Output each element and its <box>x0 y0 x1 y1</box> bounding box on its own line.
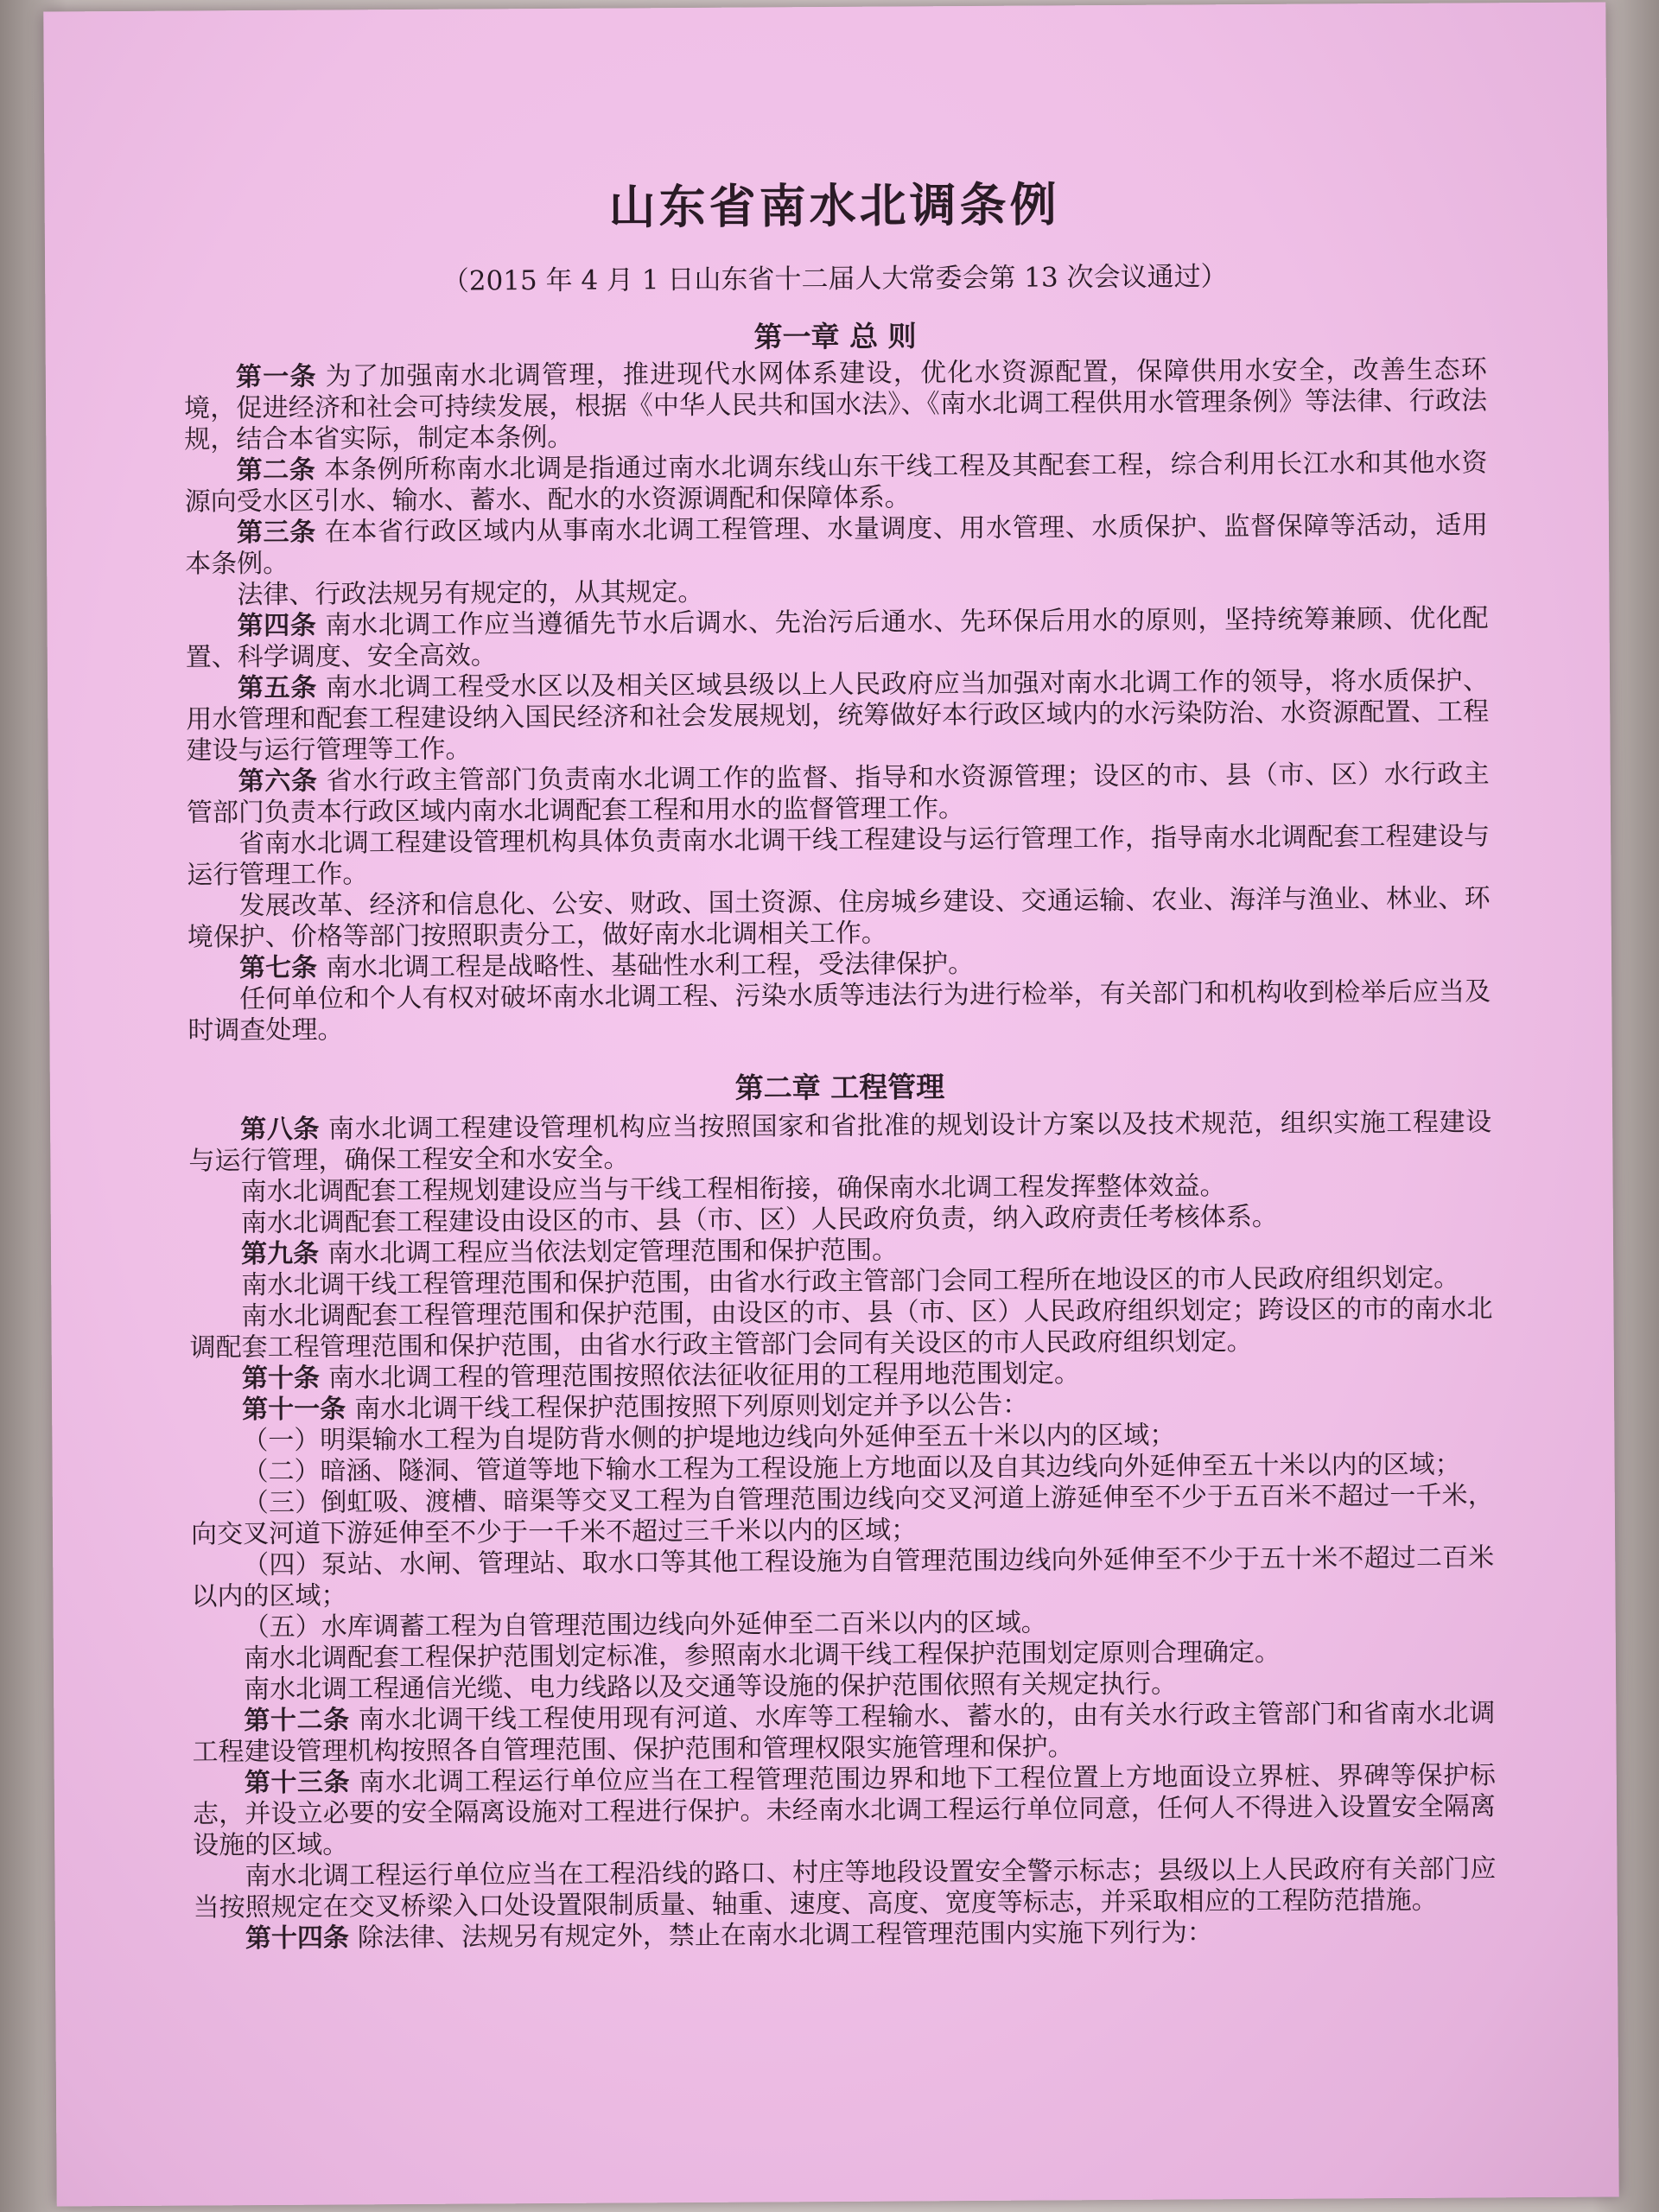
article-text: 南水北调工程应当依法划定管理范围和保护范围。 <box>327 1235 899 1269</box>
article-text: （四）泵站、水闸、管理站、取水口等其他工程设施为自管理范围边线向外延伸至不少于五十米不超过二百米以内的区域； <box>191 1542 1495 1612</box>
article-paragraph <box>184 448 1487 518</box>
article-text: 南水北调工程通信光缆、电力线路以及交通等设施的保护范围依照有关规定执行。 <box>244 1669 1178 1706</box>
article-text: 法律、行政法规另有规定的，从其规定。 <box>237 576 704 611</box>
article-text: 南水北调工程运行单位应当在工程沿线的路口、村庄等地段设置安全警示标志；县级以上人民政府有关部门应当按照规定在交叉桥梁入口处设置限制质量、轴重、速度、高度、宽度等标志，并采取相应的工程防范措施。 <box>193 1853 1497 1923</box>
article-paragraph <box>186 603 1489 673</box>
article-text: 在本省行政区域内从事南水北调工程管理、水量调度、用水管理、水质保护、监督保障等活动，适用本条例。 <box>185 510 1489 580</box>
article-number: 第六条 <box>238 766 318 798</box>
article-paragraph <box>188 1107 1491 1177</box>
article-text: 为了加强南水北调管理，推进现代水网体系建设，优化水资源配置，保障供用水安全，改善生态环境，促进经济和社会可持续发展，根据《中华人民共和国水法》、《南水北调工程供用水管理条例》等法律、行政法规，结合本省实际，制定本条例。 <box>183 354 1488 455</box>
article-number: 第九条 <box>240 1238 320 1270</box>
article-number: 第四条 <box>237 610 317 642</box>
article-text: （五）水库调蓄工程为自管理范围边线向外延伸至二百米以内的区域。 <box>243 1607 1047 1643</box>
article-text: 除法律、法规另有规定外，禁止在南水北调工程管理范围内实施下列行为： <box>357 1917 1213 1954</box>
article-paragraph <box>187 883 1490 953</box>
article-text: 省南水北调工程建设管理机构具体负责南水北调干线工程建设与运行管理工作，指导南水北调配套工程建设与运行管理工作。 <box>187 821 1491 891</box>
article-number: 第十四条 <box>245 1923 349 1955</box>
article-text: 南水北调工程受水区以及相关区域县级以上人民政府应当加强对南水北调工作的领导，将水质保护、用水管理和配套工程建设纳入国民经济和社会发展规划，统筹做好本行政区域内的水污染防治、水资源配置、工程建设与运行管理等工作。 <box>186 665 1490 766</box>
document-sheet <box>43 3 1618 2207</box>
list-item <box>191 1542 1494 1612</box>
article-text: 发展改革、经济和信息化、公安、财政、国土资源、住房城乡建设、交通运输、农业、海洋与渔业、林业、环境保护、价格等部门按照职责分工，做好南水北调相关工作。 <box>187 883 1491 953</box>
article-text: 南水北调配套工程规划建设应当与干线工程相衔接，确保南水北调工程发挥整体效益。 <box>240 1171 1226 1208</box>
article-paragraph <box>185 510 1488 580</box>
chapter-two-body <box>188 1107 1497 1955</box>
article-paragraph <box>186 665 1490 766</box>
article-paragraph <box>188 976 1491 1046</box>
article-text: （二）暗涵、隧洞、管道等地下输水工程为工程设施上方地面以及自其边线向外延伸至五十米以内的区域； <box>242 1449 1461 1488</box>
article-number: 第八条 <box>240 1114 321 1146</box>
article-text: 南水北调配套工程保护范围划定标准，参照南水北调干线工程保护范围划定原则合理确定。 <box>243 1637 1281 1675</box>
article-paragraph <box>187 759 1490 829</box>
article-text: 任何单位和个人有权对破坏南水北调工程、污染水质等违法行为进行检举，有关部门和机构收到检举后应当及时调查处理。 <box>188 976 1491 1046</box>
article-text: 省水行政主管部门负责南水北调工作的监督、指导和水资源管理；设区的市、县（市、区）水行政主管部门负责本行政区域内南水北调配套工程和用水的监督管理工作。 <box>186 759 1490 829</box>
article-number: 第二条 <box>236 454 316 486</box>
chapter-one-body <box>184 354 1491 1046</box>
article-text: 本条例所称南水北调是指通过南水北调东线山东干线工程及其配套工程，综合利用长江水和其他水资源向受水区引水、输水、蓄水、配水的水资源调配和保障体系。 <box>184 448 1488 518</box>
article-number: 第一条 <box>235 361 317 393</box>
article-paragraph <box>189 1294 1492 1363</box>
article-text: 南水北调配套工程管理范围和保护范围，由设区的市、县（市、区）人民政府组织划定；跨设区的市的南水北调配套工程管理范围和保护范围，由省水行政主管部门会同有关设区的市人民政府组织划定。 <box>189 1294 1493 1363</box>
article-text: 南水北调干线工程管理范围和保护范围，由省水行政主管部门会同工程所在地设区的市人民政府组织划定。 <box>241 1262 1460 1301</box>
article-number: 第十三条 <box>244 1767 351 1799</box>
article-text: （三）倒虹吸、渡槽、暗渠等交叉工程为自管理范围边线向交叉河道上游延伸至不少于五百米不超过一千米，向交叉河道下游延伸至不少于一千米不超过三千米以内的区域； <box>190 1480 1494 1550</box>
article-number: 第十一条 <box>242 1394 346 1426</box>
document-title: 山东省南水北调条例 <box>608 176 1060 235</box>
chapter-heading: 第二章 工程管理 <box>734 1070 945 1105</box>
article-paragraph <box>187 821 1490 891</box>
list-item <box>191 1480 1494 1550</box>
chapter-heading: 第一章 总 则 <box>753 319 917 354</box>
article-text: （一）明渠输水工程为自堤防背水侧的护堤地边线向外延伸至五十米以内的区域； <box>242 1420 1176 1457</box>
article-text: 南水北调工作应当遵循先节水后调水、先治污后通水、先环保后用水的原则，坚持统筹兼顾、优化配置、科学调度、安全高效。 <box>185 603 1489 673</box>
article-number: 第七条 <box>238 952 318 984</box>
article-number: 第三条 <box>236 517 316 549</box>
article-number: 第五条 <box>237 672 317 704</box>
article-text: 南水北调工程的管理范围按照依法征收征用的工程用地范围划定。 <box>327 1358 1081 1394</box>
article-text: 南水北调配套工程建设由设区的市、县（市、区）人民政府负责，纳入政府责任考核体系。 <box>240 1201 1278 1239</box>
article-number: 第十条 <box>241 1363 321 1395</box>
article-paragraph <box>184 354 1488 455</box>
article-text: 南水北调工程是战略性、基础性水利工程，受法律保护。 <box>325 948 975 983</box>
article-paragraph <box>193 1760 1497 1861</box>
article-number: 第十二条 <box>244 1705 350 1737</box>
article-text: 南水北调工程建设管理机构应当按照国家和省批准的规划设计方案以及技术规范，组织实施工程建设与运行管理，确保工程安全和水安全。 <box>188 1107 1492 1177</box>
article-text: 南水北调干线工程使用现有河道、水库等工程输水、蓄水的，由有关水行政主管部门和省南水北调工程建设管理机构按照各自管理范围、保护范围和管理权限实施管理和保护。 <box>192 1698 1496 1768</box>
article-text: 南水北调工程运行单位应当在工程管理范围边界和地下工程位置上方地面设立界桩、界碑等保护标志，并设立必要的安全隔离设施对工程进行保护。未经南水北调工程运行单位同意，任何人不得进入设置安全隔离设施的区域。 <box>192 1760 1497 1861</box>
document-subtitle: （2015 年 4 月 1 日山东省十二届人大常委会第 13 次会议通过） <box>442 261 1228 297</box>
article-paragraph <box>192 1698 1495 1768</box>
article-paragraph <box>193 1853 1496 1923</box>
article-text: 南水北调干线工程保护范围按照下列原则划定并予以公告： <box>354 1389 1029 1425</box>
